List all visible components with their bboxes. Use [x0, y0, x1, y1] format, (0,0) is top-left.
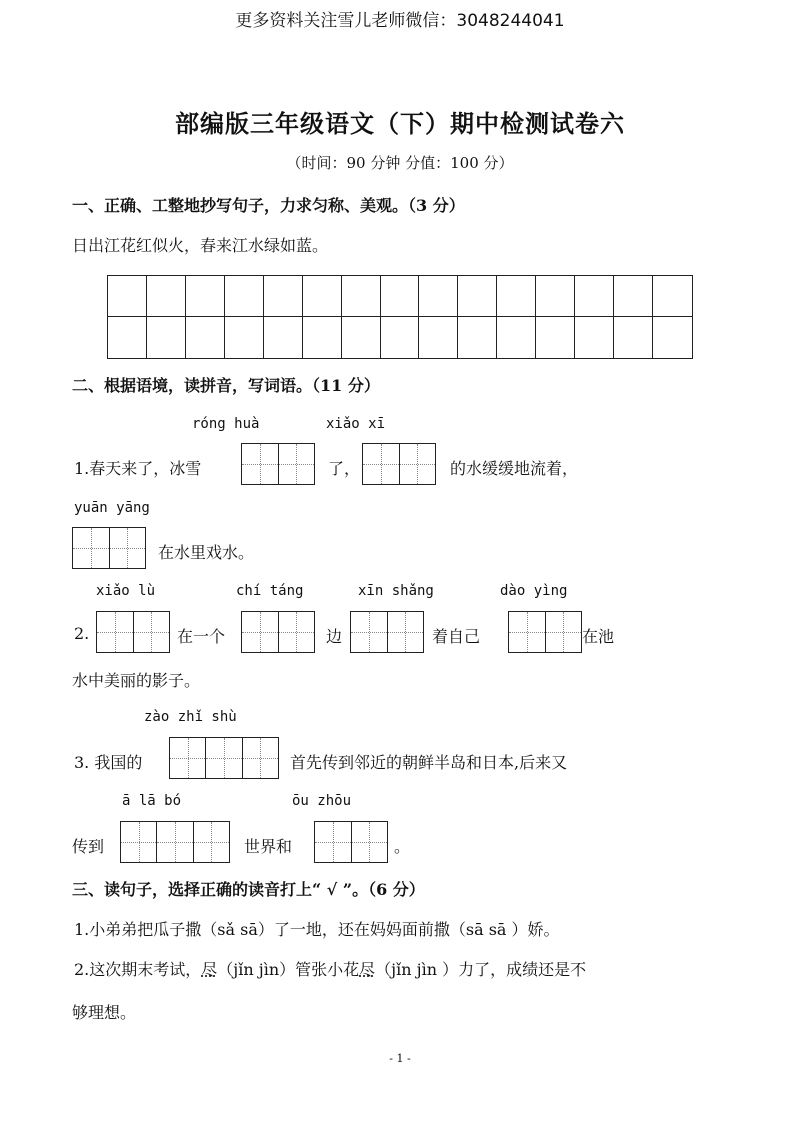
q3-text-4: 世界和	[244, 837, 293, 856]
pinyin-zaozhishu: zào zhǐ shù	[144, 709, 237, 725]
s3-q2-part-a: 2.这次期末考试，	[74, 960, 202, 979]
answer-box-daoying[interactable]	[508, 611, 582, 653]
answer-box-zaozhishu[interactable]	[169, 737, 279, 779]
answer-box-yuanyang[interactable]	[72, 527, 146, 569]
pinyin-ronghua: róng huà	[192, 416, 260, 432]
s3-q2-char-jin-2: 尽	[359, 960, 376, 979]
page-number: - 1 -	[389, 1052, 411, 1065]
q3-text-2: 首先传到邻近的朝鲜半岛和日本,后来又	[290, 753, 568, 772]
pinyin-xiaoxi: xiǎo xī	[326, 416, 386, 432]
q1-text-3: 的水缓缓地流着，	[450, 459, 579, 478]
s3-q2-part-e: （jǐn jìn ）力了，成绩还是不	[375, 960, 587, 979]
s3-question-2	[74, 957, 586, 980]
q2-text-2: 在一个	[177, 627, 226, 646]
q2-text-5: 在池	[582, 627, 615, 646]
q2-text-6: 水中美丽的影子。	[72, 671, 201, 690]
s3-question-2-cont: 够理想。	[72, 1003, 137, 1022]
exam-subtitle: （时间：90 分钟 分值：100 分）	[286, 154, 514, 172]
s3-q2-part-c: （jǐn jìn）管张小花	[217, 960, 360, 979]
s3-question-1: 1.小弟弟把瓜子撒（sǎ sā）了一地，还在妈妈面前撒（sā sā ）娇。	[74, 920, 560, 939]
answer-box-ouzhou[interactable]	[314, 821, 388, 863]
answer-box-xiaoxi[interactable]	[362, 443, 436, 485]
q3-text-3: 传到	[72, 837, 105, 856]
q1-text-4: 在水里戏水。	[158, 543, 255, 562]
q2-text-3: 边	[326, 627, 343, 646]
answer-box-chitang[interactable]	[241, 611, 315, 653]
s3-q2-char-jin-1: 尽	[201, 960, 218, 979]
pinyin-daoying: dào yìng	[500, 583, 568, 599]
pinyin-ouzhou: ōu zhōu	[292, 793, 352, 809]
q2-text-4: 着自己	[432, 627, 481, 646]
q1-text-2: 了，	[328, 459, 361, 478]
answer-box-xiaolu[interactable]	[96, 611, 170, 653]
pinyin-alabo: ā lā bó	[122, 793, 182, 809]
pinyin-xinshang: xīn shǎng	[358, 583, 434, 599]
pinyin-chitang: chí táng	[236, 583, 304, 599]
answer-box-ronghua[interactable]	[241, 443, 315, 485]
q1-text-1: 1.春天来了，冰雪	[74, 459, 202, 478]
pinyin-xiaolu: xiǎo lù	[96, 583, 156, 599]
q3-text-5: 。	[394, 837, 411, 856]
writing-grid[interactable]	[107, 275, 693, 359]
copy-sentence: 日出江花红似火，春来江水绿如蓝。	[72, 236, 329, 255]
pinyin-yuanyang: yuān yāng	[74, 500, 150, 516]
section-2-heading: 二、根据语境，读拼音，写词语。（11 分）	[72, 376, 380, 395]
answer-box-alabo[interactable]	[120, 821, 230, 863]
promo-banner: 更多资料关注雪儿老师微信：3048244041	[235, 11, 565, 31]
page-title: 部编版三年级语文（下）期中检测试卷六	[175, 109, 625, 138]
section-3-heading: 三、读句子，选择正确的读音打上“ √ ”。（6 分）	[72, 880, 425, 899]
section-1-heading: 一、正确、工整地抄写句子，力求匀称、美观。（3 分）	[72, 196, 465, 215]
q2-text-1: 2.	[74, 624, 90, 643]
answer-box-xinshang[interactable]	[350, 611, 424, 653]
q3-text-1: 3. 我国的	[74, 753, 143, 772]
